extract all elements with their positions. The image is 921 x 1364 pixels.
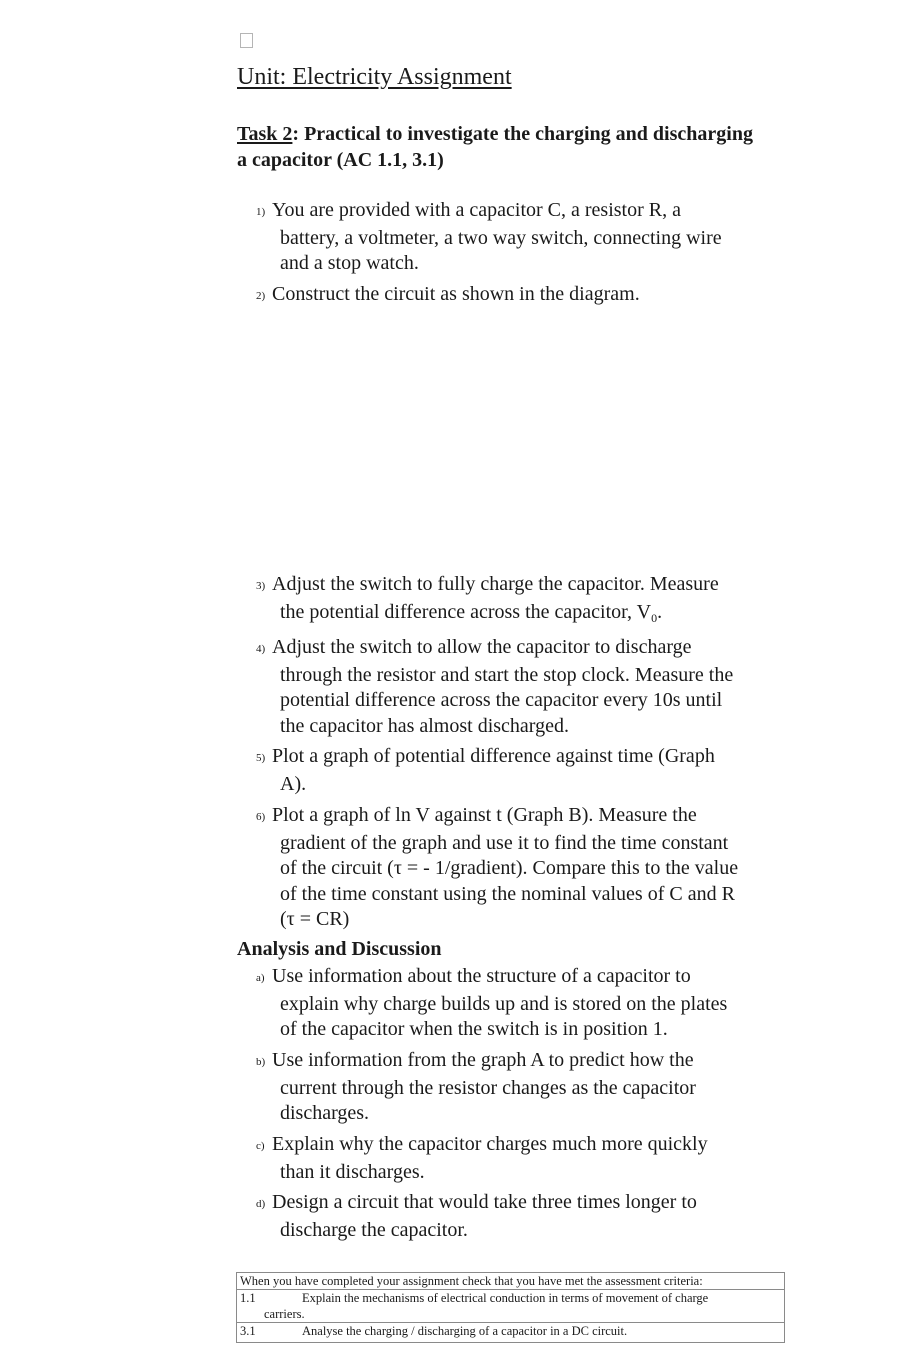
step-text: You are provided with a capacitor C, a resistor R, a	[272, 199, 681, 221]
criteria-code: 1.1	[240, 1291, 256, 1305]
step-item	[256, 198, 786, 277]
analysis-marker: a)	[256, 972, 265, 984]
analysis-marker: b)	[256, 1056, 266, 1068]
analysis-text: Design a circuit that would take three times longer to	[272, 1191, 697, 1213]
analysis-text-line: discharge the capacitor.	[280, 1218, 468, 1241]
analysis-text-line: of the capacitor when the switch is in position 1.	[280, 1018, 668, 1040]
step-marker: 1)	[256, 206, 266, 218]
analysis-text-line: than it discharges.	[280, 1160, 425, 1183]
criteria-row	[237, 1323, 784, 1339]
analysis-text-line: current through the resistor changes as the capacitor	[280, 1076, 696, 1099]
step-text-line: potential difference across the capacitor every 10s until	[280, 689, 723, 711]
step-text-line: (τ = CR)	[280, 908, 350, 930]
analysis-item	[256, 964, 786, 1043]
analysis-marker: d)	[256, 1198, 266, 1210]
step-text: Plot a graph of potential difference against time (Graph	[272, 745, 715, 767]
checkbox-icon[interactable]	[240, 33, 253, 48]
step-text-line	[256, 600, 786, 626]
criteria-text: Analyse the charging / discharging of a capacitor in a DC circuit.	[302, 1324, 628, 1338]
subscript-zero: 0	[651, 610, 658, 625]
step-text: Adjust the switch to fully charge the capacitor. Measure	[272, 573, 719, 595]
step-item	[256, 572, 786, 625]
analysis-marker: c)	[256, 1140, 265, 1152]
step-item	[256, 744, 786, 797]
task-label: Task 2	[237, 123, 293, 145]
criteria-text: Explain the mechanisms of electrical conduction in terms of movement of charge	[302, 1291, 709, 1305]
step-marker: 2)	[256, 290, 266, 302]
task-heading	[237, 121, 757, 173]
task-heading-text: : Practical to investigate the charging and discharging a capacitor (AC 1.1, 3.1)	[237, 123, 753, 171]
step-text-line: of the time constant using the nominal values of C and R	[280, 882, 735, 905]
analysis-heading: Analysis and Discussion	[237, 938, 442, 960]
step-text-line: gradient of the graph and use it to find the time constant	[280, 831, 729, 854]
step-text-part: .	[657, 600, 663, 623]
analysis-item	[256, 1132, 786, 1185]
criteria-code: 3.1	[240, 1324, 256, 1338]
criteria-row	[237, 1290, 784, 1323]
step-text-line: A).	[280, 772, 307, 795]
step-item	[256, 803, 786, 933]
step-text: Construct the circuit as shown in the diagram.	[272, 283, 640, 305]
step-marker: 4)	[256, 643, 266, 655]
analysis-text: Explain why the capacitor charges much more quickly	[272, 1133, 708, 1155]
step-text: Plot a graph of ln V against t (Graph B). Measure the	[272, 804, 697, 826]
analysis-text: Use information about the structure of a capacitor to	[272, 965, 691, 987]
step-item	[256, 635, 786, 739]
assessment-criteria-box	[236, 1272, 785, 1343]
step-text-line: battery, a voltmeter, a two way switch, connecting wire	[280, 226, 722, 249]
step-item	[256, 282, 786, 310]
step-text: Adjust the switch to allow the capacitor to discharge	[272, 636, 692, 658]
step-text-line: of the circuit (τ = - 1/gradient). Compare this to the value	[280, 857, 739, 879]
analysis-item	[256, 1190, 786, 1243]
step-text-line: and a stop watch.	[280, 252, 419, 274]
step-text-part: the potential difference across the capacitor, V	[280, 600, 652, 623]
criteria-header: When you have completed your assignment check that you have met the assessment criteria:	[237, 1273, 784, 1290]
analysis-text: Use information from the graph A to predict how the	[272, 1049, 694, 1071]
step-marker: 3)	[256, 580, 266, 592]
criteria-text-wrap: carriers.	[264, 1307, 305, 1321]
step-marker: 6)	[256, 811, 266, 823]
unit-title: Unit: Electricity Assignment	[237, 64, 512, 90]
step-marker: 5)	[256, 752, 266, 764]
analysis-text-line: discharges.	[280, 1102, 370, 1124]
analysis-item	[256, 1048, 786, 1127]
step-text-line: the capacitor has almost discharged.	[280, 714, 569, 737]
step-text-line: through the resistor and start the stop clock. Measure the	[280, 663, 734, 686]
analysis-text-line: explain why charge builds up and is stored on the plates	[280, 992, 728, 1015]
